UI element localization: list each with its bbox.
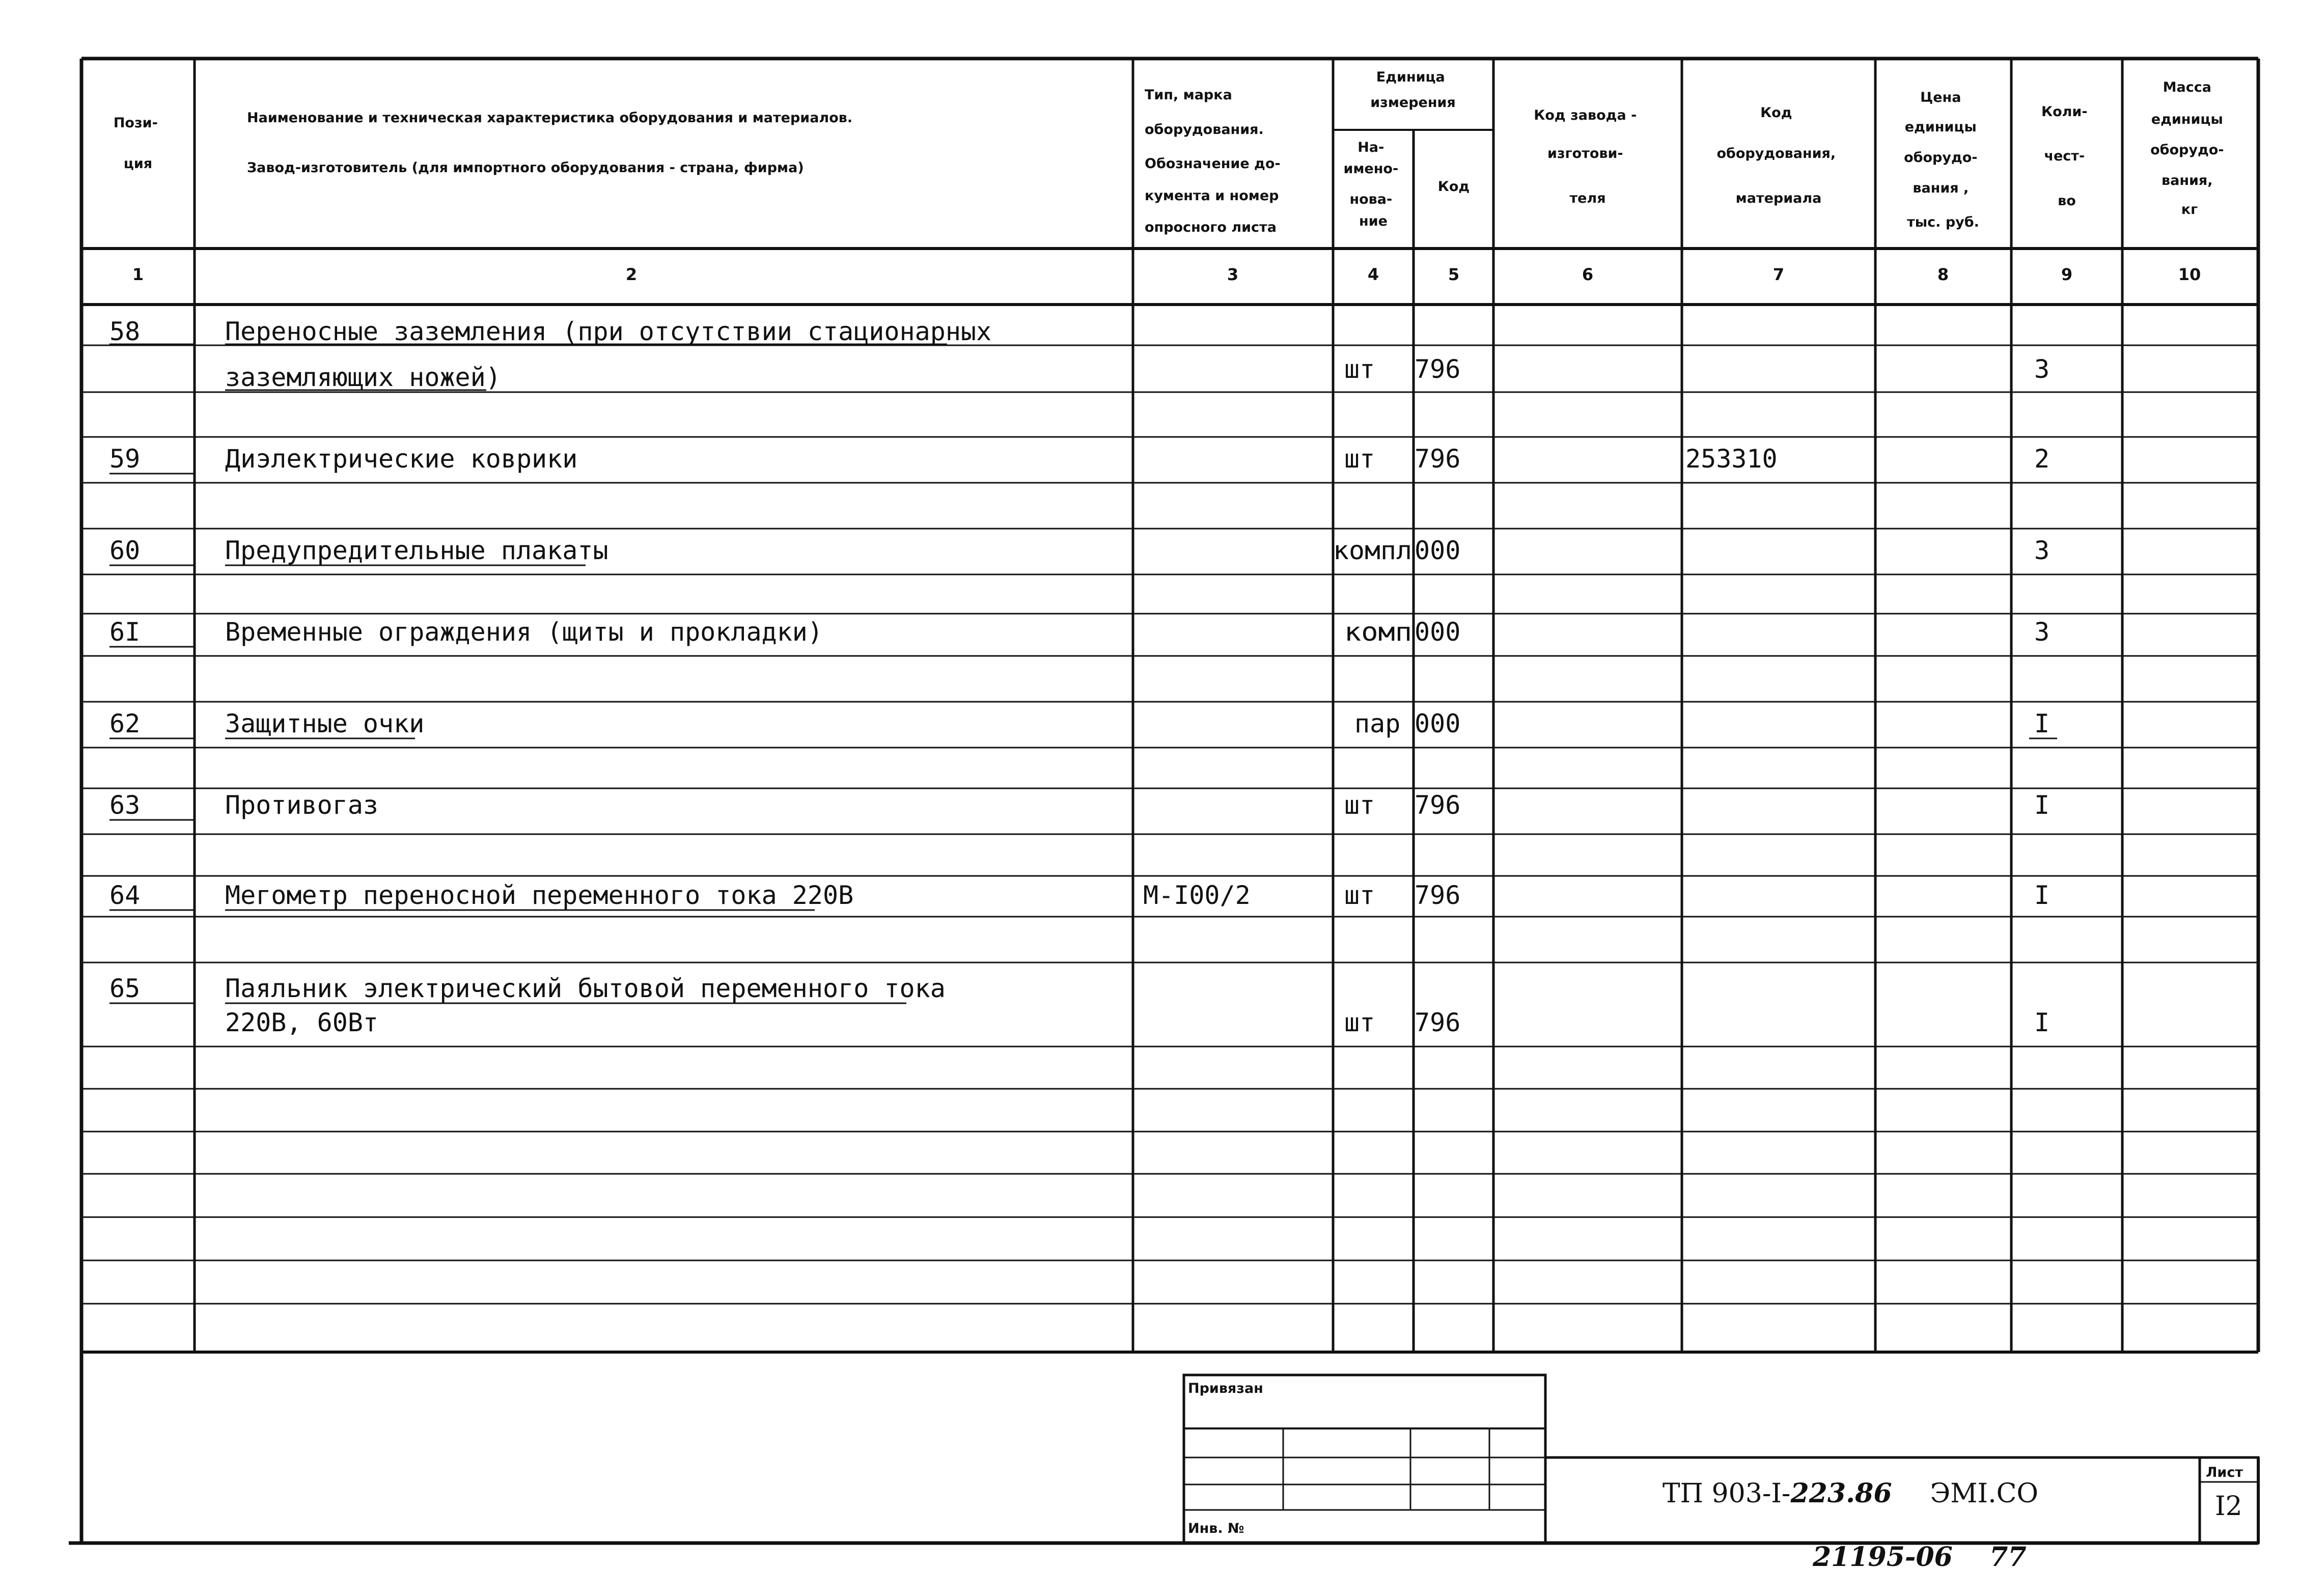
column-number: 2 <box>625 265 638 284</box>
cell-quantity: 3 <box>2034 354 2050 384</box>
cell-quantity: I <box>2034 1008 2050 1037</box>
column-number: 9 <box>2061 265 2073 284</box>
header-quantity: Коли- чест- во <box>2041 104 2088 209</box>
archive-number: 21195-06 77 <box>1813 1542 2027 1573</box>
cell-name: Противогаз <box>225 790 379 820</box>
cell-position: 63 <box>109 790 141 820</box>
cell-unit: комп <box>1344 617 1412 647</box>
cell-name: заземляющих ножей) <box>225 363 501 392</box>
sheet-number: I2 <box>2215 1491 2242 1522</box>
table-row <box>109 974 2049 1037</box>
cell-equipment-code: 253310 <box>1685 444 1778 474</box>
table-row <box>109 536 2049 565</box>
table-row <box>109 444 2049 474</box>
column-number: 8 <box>1937 265 1949 284</box>
sheet-label: Лист <box>2206 1465 2243 1480</box>
column-number: 10 <box>2178 265 2201 284</box>
cell-position: 60 <box>109 536 141 565</box>
header-name: Наименование и техническая характеристика оборудования и материалов. Завод-изготовитель (для импортного оборудования - страна, фирма) <box>247 110 853 176</box>
cell-unit-code: 796 <box>1415 790 1461 820</box>
cell-unit-code: 796 <box>1415 880 1461 910</box>
cell-unit: шт <box>1344 444 1375 474</box>
header-position: Пози- ция <box>113 115 158 172</box>
cell-name: Защитные очки <box>225 709 425 738</box>
linked-label: Привязан <box>1188 1381 1263 1396</box>
table-row <box>109 880 2049 910</box>
cell-name: Паяльник электрический бытовой переменного тока <box>225 974 946 1003</box>
cell-name: Мегометр переносной переменного тока 220В <box>225 880 854 910</box>
column-number: 7 <box>1772 265 1785 284</box>
column-number-row <box>132 265 2201 284</box>
cell-unit-code: 000 <box>1415 709 1461 738</box>
cell-unit-code: 796 <box>1415 1008 1461 1037</box>
column-number: 3 <box>1227 265 1239 284</box>
table-row <box>109 317 2049 392</box>
cell-name: 220В, 60Вт <box>225 1008 379 1037</box>
cell-quantity: I <box>2034 880 2050 910</box>
header-unit-code: Код <box>1437 179 1470 195</box>
table-header <box>114 69 2229 235</box>
cell-unit: шт <box>1344 790 1375 820</box>
table-row <box>109 790 2049 820</box>
cell-unit-code: 000 <box>1415 617 1461 647</box>
cell-unit: компл <box>1333 536 1412 565</box>
cell-quantity: 3 <box>2034 617 2050 647</box>
column-number: 5 <box>1448 265 1460 284</box>
cell-position: 6I <box>109 617 141 647</box>
inventory-number-label: Инв. № <box>1188 1521 1244 1536</box>
title-block <box>1184 1375 2258 1543</box>
header-unit-name: На- имено- нова- ние <box>1343 140 1399 229</box>
cell-unit: пар <box>1354 709 1401 738</box>
column-number: 1 <box>132 265 144 284</box>
cell-quantity: I <box>2034 790 2050 820</box>
table-grid <box>69 59 2258 1543</box>
cell-position: 62 <box>109 709 141 738</box>
cell-name: Диэлектрические коврики <box>225 444 578 474</box>
cell-quantity: 3 <box>2034 536 2050 565</box>
column-number: 4 <box>1367 265 1379 284</box>
header-unit-group: Единица измерения <box>1370 69 1456 111</box>
table-body <box>109 317 2057 1037</box>
header-type: Тип, марка оборудования. Обозначение до- кумента и номер опросного листа <box>1145 87 1281 235</box>
cell-position: 59 <box>109 444 141 474</box>
cell-unit-code: 000 <box>1415 536 1461 565</box>
header-mass: Масса единицы оборудо- вания, кг <box>2150 79 2224 217</box>
cell-position: 65 <box>109 974 141 1003</box>
header-equipment-code: Код оборудования, материала <box>1716 105 1836 206</box>
cell-position: 58 <box>109 317 141 346</box>
table-row <box>109 709 2057 738</box>
cell-position: 64 <box>109 880 141 910</box>
cell-unit-code: 796 <box>1415 444 1461 474</box>
table-row <box>109 617 2049 647</box>
cell-name: Временные ограждения (щиты и прокладки) <box>225 617 823 647</box>
cell-unit-code: 796 <box>1415 354 1461 384</box>
cell-unit: шт <box>1344 354 1375 384</box>
header-price: Цена единицы оборудо- вания , тыс. руб. <box>1904 90 1979 230</box>
cell-unit: шт <box>1344 1008 1375 1037</box>
header-plant-code: Код завода - изготови- теля <box>1534 107 1637 206</box>
cell-quantity: 2 <box>2034 444 2050 474</box>
cell-type: М-I00/2 <box>1143 880 1251 910</box>
cell-name: Переносные заземления (при отсутствии стационарных <box>225 317 992 346</box>
document-code: ТП 903-I-223.86 ЭМI.СО <box>1663 1478 2039 1509</box>
cell-unit: шт <box>1344 880 1375 910</box>
column-number: 6 <box>1582 265 1594 284</box>
cell-quantity: I <box>2034 709 2050 738</box>
cell-name: Предупредительные плакаты <box>225 536 608 565</box>
